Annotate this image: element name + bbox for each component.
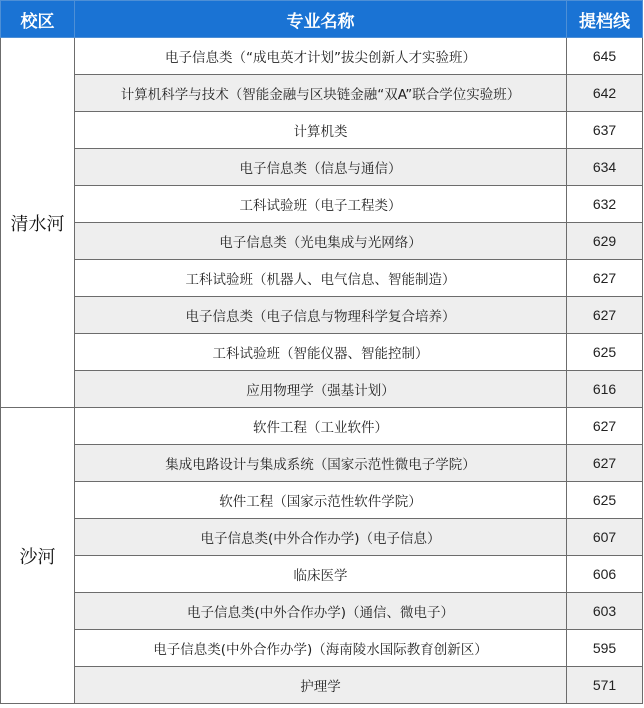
major-cell: 电子信息类(中外合作办学)（电子信息）	[75, 519, 567, 556]
score-cell: 637	[567, 112, 643, 149]
table-row	[1, 519, 643, 556]
table-body	[1, 38, 643, 704]
campus-cell: 清水河	[1, 38, 75, 408]
score-cell: 627	[567, 260, 643, 297]
major-cell: 护理学	[75, 667, 567, 704]
major-cell: 临床医学	[75, 556, 567, 593]
score-cell: 629	[567, 223, 643, 260]
score-cell: 616	[567, 371, 643, 408]
score-cell: 645	[567, 38, 643, 75]
major-cell: 软件工程（国家示范性软件学院）	[75, 482, 567, 519]
score-cell: 642	[567, 75, 643, 112]
major-cell: 电子信息类（信息与通信）	[75, 149, 567, 186]
header-campus: 校区	[1, 1, 75, 38]
major-cell: 电子信息类（光电集成与光网络）	[75, 223, 567, 260]
score-cell: 571	[567, 667, 643, 704]
campus-cell: 沙河	[1, 408, 75, 704]
major-cell: 集成电路设计与集成系统（国家示范性微电子学院）	[75, 445, 567, 482]
table-row	[1, 630, 643, 667]
table-row	[1, 593, 643, 630]
table-row	[1, 445, 643, 482]
table-row	[1, 112, 643, 149]
major-cell: 电子信息类(中外合作办学)（通信、微电子）	[75, 593, 567, 630]
score-cell: 627	[567, 445, 643, 482]
table-row	[1, 371, 643, 408]
table-row	[1, 297, 643, 334]
major-cell: 电子信息类（“成电英才计划”拔尖创新人才实验班）	[75, 38, 567, 75]
table-row	[1, 334, 643, 371]
major-cell: 工科试验班（智能仪器、智能控制）	[75, 334, 567, 371]
table-row	[1, 38, 643, 75]
table-row	[1, 482, 643, 519]
score-cell: 625	[567, 482, 643, 519]
table-header	[1, 1, 643, 38]
score-cell: 606	[567, 556, 643, 593]
table-row	[1, 667, 643, 704]
header-score: 提档线	[567, 1, 643, 38]
score-cell: 627	[567, 408, 643, 445]
table-row	[1, 408, 643, 445]
score-cell: 634	[567, 149, 643, 186]
score-cell: 607	[567, 519, 643, 556]
table-row	[1, 260, 643, 297]
major-cell: 电子信息类(中外合作办学)（海南陵水国际教育创新区）	[75, 630, 567, 667]
score-cell: 603	[567, 593, 643, 630]
major-cell: 电子信息类（电子信息与物理科学复合培养）	[75, 297, 567, 334]
header-major: 专业名称	[75, 1, 567, 38]
score-cell: 627	[567, 297, 643, 334]
table-row	[1, 556, 643, 593]
major-cell: 软件工程（工业软件）	[75, 408, 567, 445]
table-row	[1, 186, 643, 223]
major-cell: 工科试验班（电子工程类）	[75, 186, 567, 223]
table-row	[1, 75, 643, 112]
table-row	[1, 223, 643, 260]
major-cell: 计算机类	[75, 112, 567, 149]
major-cell: 应用物理学（强基计划）	[75, 371, 567, 408]
score-cell: 632	[567, 186, 643, 223]
major-cell: 计算机科学与技术（智能金融与区块链金融“双A”联合学位实验班）	[75, 75, 567, 112]
score-cell: 625	[567, 334, 643, 371]
major-cell: 工科试验班（机器人、电气信息、智能制造）	[75, 260, 567, 297]
table-row	[1, 149, 643, 186]
score-cell: 595	[567, 630, 643, 667]
header-row	[1, 1, 643, 38]
